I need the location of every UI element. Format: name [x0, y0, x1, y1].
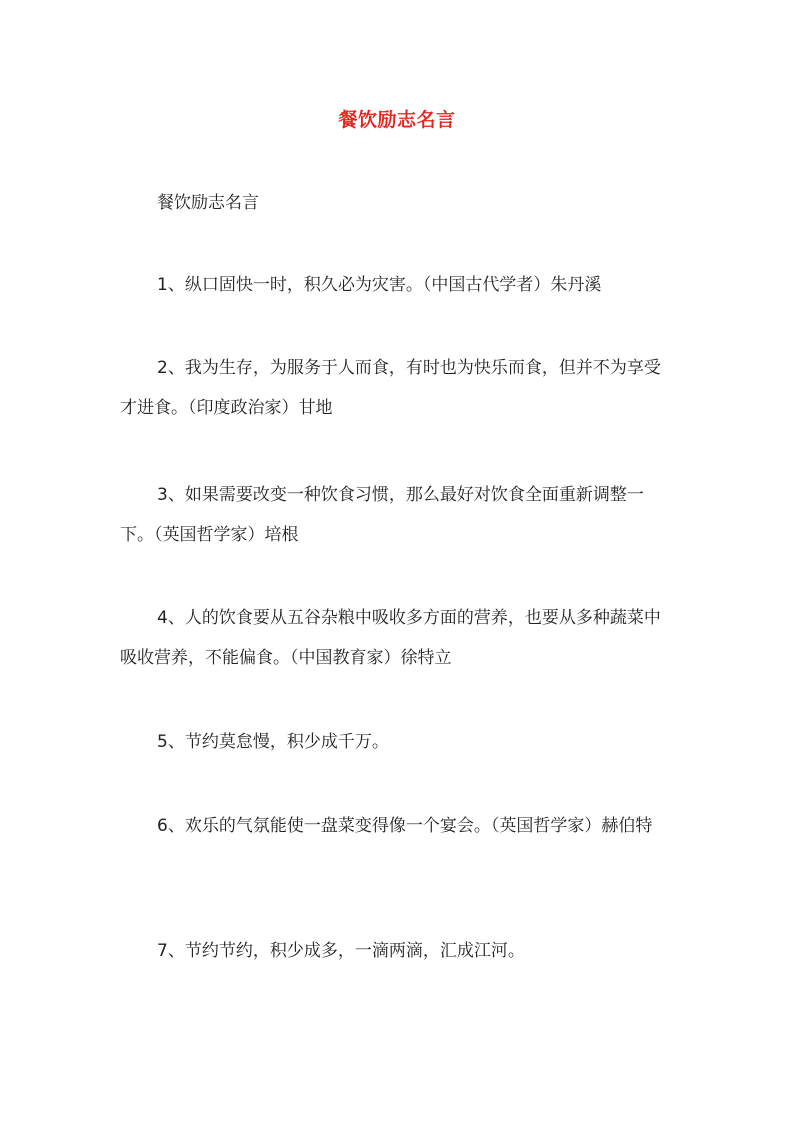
document-title: 餐饮励志名言: [338, 109, 456, 131]
document-subtitle: 餐饮励志名言: [157, 193, 259, 213]
quote-item-6: 6、欢乐的气氛能使一盘菜变得像一个宴会。（英国哲学家）赫伯特: [157, 816, 653, 836]
quote-item-3: 3、如果需要改变一种饮食习惯，那么最好对饮食全面重新调整一下。（英国哲学家）培根: [120, 485, 644, 545]
quote-item-4: 4、人的饮食要从五谷杂粮中吸收多方面的营养，也要从多种蔬菜中吸收营养，不能偏食。（中国教育家）徐特立: [120, 608, 661, 668]
quote-item-5: 5、节约莫怠慢，积少成千万。: [157, 732, 389, 752]
quote-item-7: 7、节约节约，积少成多，一滴两滴，汇成江河。: [157, 941, 525, 961]
quote-item-2: 2、我为生存，为服务于人而食，有时也为快乐而食，但并不为享受才进食。（印度政治家）甘地: [120, 358, 661, 418]
quote-item-1: 1、纵口固快一时，积久必为灾害。（中国古代学者）朱丹溪: [157, 275, 602, 295]
